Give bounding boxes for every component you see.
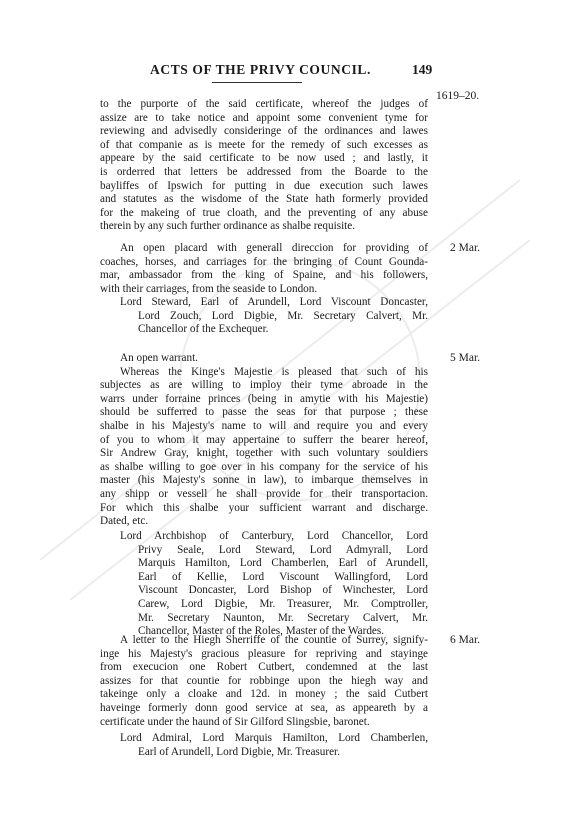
text-line: any shipp or vessell he shall provide for their transportacion. (100, 487, 428, 500)
text-line: to the purporte of the said certificate, whereof the judges of (100, 98, 428, 110)
text-line: shalbe in his Majesty's name to will and require you and every (100, 419, 428, 432)
text-line: subjectes as are willing to imploy their tyme abroade in the (100, 379, 428, 392)
text-line: coaches, horses, and carriages for the bringing of Count Gounda- (100, 255, 428, 268)
text-line: A letter to the Hiegh Sherriffe of the countie of Surrey, signify- (120, 634, 428, 646)
text-line: inge his Majesty's gracious pleasure for repriving and stayinge (100, 647, 428, 660)
signature-line: Chancellor, Master of the Roles, Master of the Wardes. (138, 625, 385, 638)
header-rule (212, 82, 302, 83)
text-line: Whereas the Kinge's Majestie is pleased that such of his (120, 365, 428, 378)
text-line: bayliffes of Ipswich for putting in due execution such lawes (100, 179, 428, 192)
text-line: reviewing and advisedly consideringe of the ordinances and lawes (100, 125, 428, 138)
entry-text (100, 352, 428, 529)
signature-line: Marquis Hamilton, Lord Chamberlen, Earl of Arundell, (138, 557, 428, 570)
entry-date: 6 Mar. (450, 634, 481, 646)
text-line: Sir Andrew Gray, knight, together with such voluntary souldiers (100, 447, 428, 460)
text-line: certificate under the haund of Sir Gilford Slingsbie, baronet. (100, 715, 370, 728)
signature-line: Earl of Arundell, Lord Digbie, Mr. Treasurer. (138, 745, 340, 758)
attendance-list (120, 732, 428, 759)
text-line: of that companie as is meete for the remedy of such excesses as (100, 138, 428, 151)
signature-line: Viscount Doncaster, Lord Bishop of Winchester, Lord (138, 584, 428, 597)
signature-line: Privy Seale, Lord Steward, Lord Admyrall, Lord (138, 543, 428, 556)
text-line: therein by any such further ordinance as shalbe requisite. (100, 220, 356, 233)
text-line: mar, ambassador from the king of Spaine, and his followers, (100, 269, 428, 282)
running-title: ACTS OF THE PRIVY COUNCIL. (150, 62, 372, 77)
text-line: An open placard with generall direccion for providing of (120, 242, 428, 254)
entry-continuation-text (100, 98, 428, 234)
signature-line: Lord Steward, Earl of Arundell, Lord Viscount Doncaster, (120, 296, 428, 308)
text-line: with their carriages, from the seaside to London. (100, 282, 318, 295)
text-line: An open warrant. (120, 352, 198, 364)
signature-line: Chancellor of the Exchequer. (138, 323, 269, 336)
signature-line: Lord Zouch, Lord Digbie, Mr. Secretary Calvert, Mr. (138, 309, 428, 322)
text-line: assizes for that countie for robbinge upon the hiegh way and (100, 674, 428, 687)
text-line: of you to whom it may appertaine to sufferr the bearer hereof, (100, 433, 428, 446)
text-line: should be sufferred to passe the seas for that purpose ; these (100, 406, 428, 419)
attendance-list (120, 530, 428, 639)
text-line: appeare by the said certificate to be now used ; and lastly, it (100, 152, 428, 165)
text-line: master (his Majesty's sonne in law), to imbarque themselves in (100, 474, 428, 487)
text-line: as shalbe willing to goe over in his company for the service of his (100, 460, 428, 473)
text-line: warrs under forraine princes (being in amytie with his Majestie) (100, 392, 428, 405)
attendance-list (120, 296, 428, 337)
entry-text (100, 242, 428, 296)
page-number: 149 (412, 62, 433, 77)
signature-line: Lord Archbishop of Canterbury, Lord Chancellor, Lord (120, 530, 428, 542)
text-line: from execucion one Robert Cutbert, condemned at the last (100, 661, 428, 674)
text-line: for the makeing of true cloath, and the preventing of any abuse (100, 206, 428, 219)
signature-line: Carew, Lord Digbie, Mr. Treasurer, Mr. Comptroller, (138, 597, 428, 610)
signature-line: Earl of Kellie, Lord Viscount Wallingford, Lord (138, 570, 428, 583)
text-line: assize are to take notice and appoint some convenient tyme for (100, 111, 428, 124)
signature-line: Lord Admiral, Lord Marquis Hamilton, Lord Chamberlen, (120, 732, 428, 744)
text-line: For which this shalbe your sufficient warrant and discharge. (100, 501, 428, 514)
entry-date: 2 Mar. (450, 242, 481, 254)
year-margin-note: 1619–20. (436, 90, 480, 102)
text-line: takeinge only a cloake and 12d. in money ; the said Cutbert (100, 688, 428, 701)
text-line: is orderred that letters be addressed from the Boarde to the (100, 165, 428, 178)
entry-date: 5 Mar. (450, 352, 481, 364)
text-line: Dated, etc. (100, 515, 149, 528)
signature-line: Mr. Secretary Naunton, Mr. Secretary Calvert, Mr. (138, 611, 428, 624)
text-line: haveinge formerly donn good service at sea, as appeareth by a (100, 701, 428, 714)
entry-text (100, 634, 428, 729)
text-line: and statutes as the wisdome of the State hath formerly provided (100, 193, 428, 206)
